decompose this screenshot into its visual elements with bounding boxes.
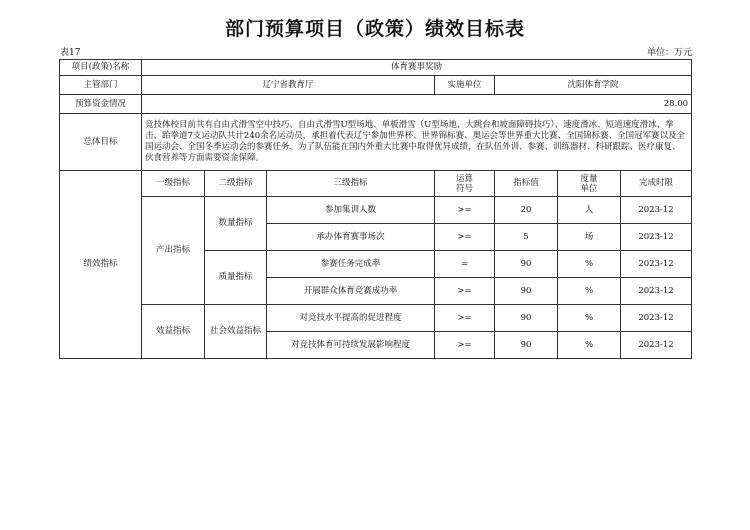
header-l3: 三级指标 (267, 171, 435, 197)
row-l3: 对竞技水平提高的促进程度 (267, 305, 435, 332)
row-value: 90 (495, 278, 558, 305)
header-unit-line2: 单位 (580, 183, 598, 194)
group-output: 产出指标 (142, 197, 205, 305)
row-op: >= (435, 278, 495, 305)
performance-table (59, 59, 692, 359)
budget-value: 28.00 (142, 95, 692, 114)
row-unit: 人 (558, 197, 621, 224)
project-name-value: 体育赛事奖励 (142, 60, 692, 76)
row-time: 2023-12 (621, 197, 692, 224)
header-op (435, 171, 495, 197)
row-value: 90 (495, 305, 558, 332)
row-unit: % (558, 251, 621, 278)
group-social: 社会效益指标 (205, 305, 267, 359)
header-time: 完成时限 (621, 171, 692, 197)
table-row (60, 197, 692, 224)
table-number: 表17 (60, 48, 81, 58)
row-value: 90 (495, 251, 558, 278)
impl-label: 实施单位 (435, 76, 495, 95)
row-l3: 开展群众体育竞赛成功率 (267, 278, 435, 305)
row-value: 20 (495, 197, 558, 224)
group-quantity: 数量指标 (205, 197, 267, 251)
unit-label: 单位：万元 (646, 48, 692, 58)
header-l2: 二级指标 (205, 171, 267, 197)
header-l1: 一级指标 (142, 171, 205, 197)
row-unit: % (558, 332, 621, 359)
row-l3: 参加集训人数 (267, 197, 435, 224)
row-unit: % (558, 278, 621, 305)
header-value: 指标值 (495, 171, 558, 197)
goal-label: 总体目标 (60, 114, 142, 171)
header-row (60, 171, 692, 197)
row-op: >= (435, 224, 495, 251)
header-unit (558, 171, 621, 197)
row-l3: 对竞技体育可持续发展影响程度 (267, 332, 435, 359)
header-unit-line1: 度量 (580, 173, 598, 184)
project-name-label: 项目(政策)名称 (60, 60, 142, 76)
row-unit: 场 (558, 224, 621, 251)
budget-row (60, 95, 692, 114)
page-title: 部门预算项目（政策）绩效目标表 (224, 18, 525, 40)
row-value: 90 (495, 332, 558, 359)
row-unit: % (558, 305, 621, 332)
dept-row (60, 76, 692, 95)
row-time: 2023-12 (621, 278, 692, 305)
dept-value: 辽宁省教育厅 (142, 76, 435, 95)
row-op: >= (435, 305, 495, 332)
row-op: = (435, 251, 495, 278)
row-l3: 承办体育赛事场次 (267, 224, 435, 251)
row-time: 2023-12 (621, 332, 692, 359)
table-row (60, 305, 692, 332)
row-time: 2023-12 (621, 305, 692, 332)
group-benefit: 效益指标 (142, 305, 205, 359)
group-quality: 质量指标 (205, 251, 267, 305)
project-name-row (60, 60, 692, 76)
impl-value: 沈阳体育学院 (495, 76, 692, 95)
row-op: >= (435, 332, 495, 359)
row-time: 2023-12 (621, 224, 692, 251)
header-op-line1: 运算 (455, 173, 473, 184)
budget-label: 预算资金情况 (60, 95, 142, 114)
row-l3: 参赛任务完成率 (267, 251, 435, 278)
row-value: 5 (495, 224, 558, 251)
perf-label: 绩效指标 (60, 171, 142, 359)
dept-label: 主管部门 (60, 76, 142, 95)
row-time: 2023-12 (621, 251, 692, 278)
row-op: >= (435, 197, 495, 224)
goal-row (60, 114, 692, 171)
header-op-line2: 符号 (455, 183, 473, 194)
goal-text: 竞技体校目前共有自由式滑雪空中技巧、自由式滑雪U型场地、单板滑雪（U型场地、大跳台和坡面障碍技巧）、速度滑冰、短道速度滑冰、拳击、跆拳道7支运动队共计240余名运动员，承担着代表辽宁参加世界杯、世界锦标赛、奥运会等世界重大比赛、全国锦标赛、全国冠军赛以及全国运动会、全国冬季运动会的参赛任务，为了队伍能在国内外重大比赛中取得优异成绩，在队伍外训、参赛、训练器材、科研跟踪、医疗康复、伙食营养等方面需要资金保障。 (142, 114, 692, 171)
